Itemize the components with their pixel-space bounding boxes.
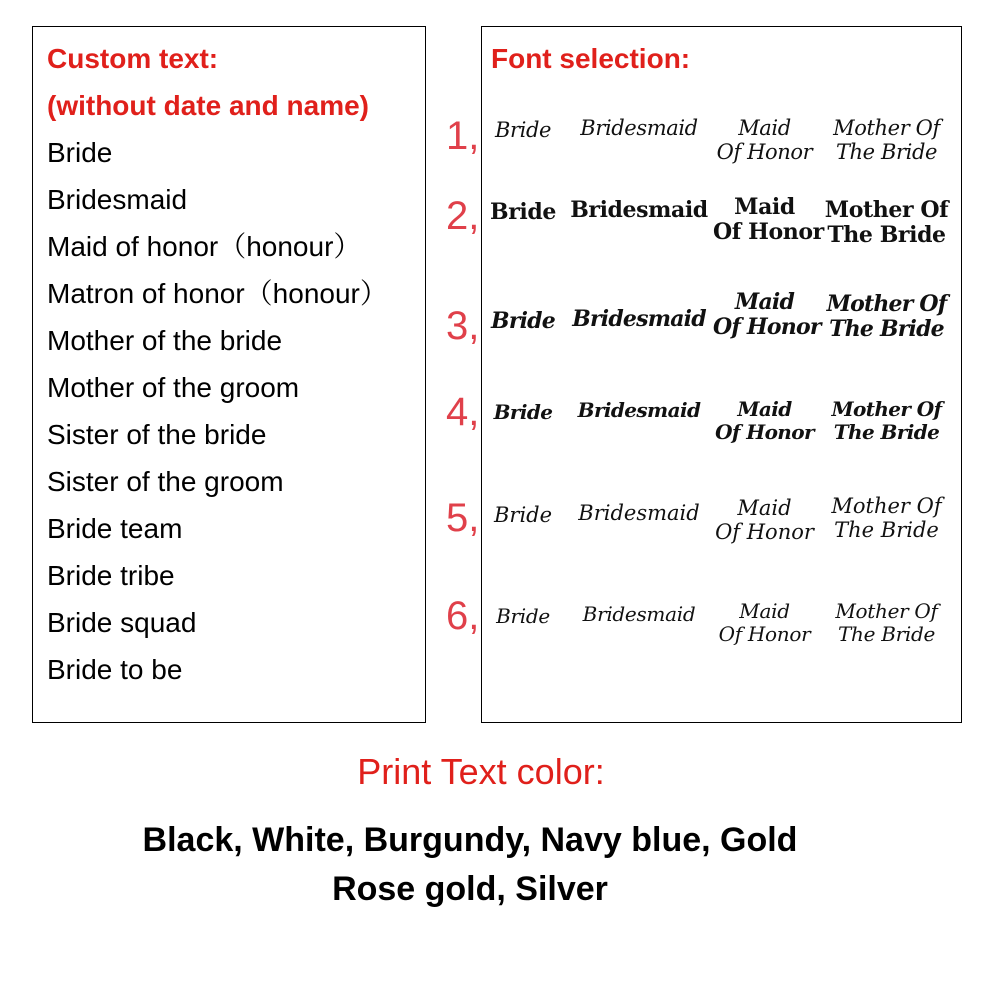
font-6-mother-line1: Mother Of bbox=[835, 599, 938, 623]
font-5-mother-line2: The Bride bbox=[834, 518, 939, 543]
custom-text-option: Maid of honor（honour） bbox=[47, 231, 362, 262]
font-1-maid-line2: Of Honor bbox=[716, 140, 813, 165]
font-4-bride-sample: Bride bbox=[493, 400, 553, 424]
font-3-mother-line2: The Bride bbox=[829, 316, 944, 343]
custom-text-panel bbox=[32, 26, 426, 723]
font-1-maid-line1: Maid bbox=[738, 116, 791, 140]
font-3-maid-line1: Maid bbox=[734, 289, 795, 315]
color-options-line-1: Black, White, Burgundy, Navy blue, Gold bbox=[142, 821, 798, 859]
font-1-maid-of-honor-sample bbox=[713, 116, 816, 164]
font-1-bride-sample: Bride bbox=[494, 118, 552, 142]
font-5-bridesmaid-sample: Bridesmaid bbox=[578, 501, 700, 525]
font-number-1: 1, bbox=[446, 114, 480, 158]
font-1-mother-line2: The Bride bbox=[835, 140, 938, 165]
font-number-3: 3, bbox=[446, 304, 480, 348]
font-6-maid-line1: Maid bbox=[739, 599, 790, 623]
custom-text-option: Bridesmaid bbox=[47, 184, 188, 215]
font-2-maid-of-honor-sample bbox=[713, 194, 824, 246]
font-5-bride-sample: Bride bbox=[493, 503, 553, 527]
custom-text-option: Mother of the bride bbox=[47, 325, 283, 356]
font-number-2: 2, bbox=[446, 194, 480, 238]
custom-text-option: Matron of honor（honour） bbox=[47, 278, 388, 309]
font-4-maid-line2: Of Honor bbox=[715, 420, 814, 444]
font-5-mother-of-the-bride-sample bbox=[823, 494, 950, 542]
font-4-maid-line1: Maid bbox=[737, 397, 792, 421]
font-2-mother-line1: Mother Of bbox=[824, 197, 949, 223]
font-6-mother-of-the-bride-sample bbox=[823, 600, 950, 646]
font-6-mother-line2: The Bride bbox=[837, 622, 935, 646]
font-4-mother-line2: The Bride bbox=[833, 420, 940, 444]
font-5-maid-line2: Of Honor bbox=[715, 520, 814, 545]
font-2-bride-sample: Bride bbox=[490, 199, 556, 225]
font-3-mother-line1: Mother Of bbox=[826, 291, 947, 317]
font-number-5: 5, bbox=[446, 496, 480, 540]
font-1-bridesmaid-sample: Bridesmaid bbox=[580, 116, 698, 140]
print-color-title: Print Text color: bbox=[357, 751, 605, 792]
font-4-maid-of-honor-sample bbox=[713, 398, 816, 444]
font-2-mother-line2: The Bride bbox=[827, 222, 946, 249]
custom-text-option: Bride to be bbox=[47, 654, 183, 685]
font-6-bridesmaid-sample: Bridesmaid bbox=[582, 602, 696, 626]
font-1-mother-of-the-bride-sample bbox=[823, 116, 950, 164]
font-5-maid-of-honor-sample bbox=[713, 496, 816, 544]
custom-text-option: Sister of the bride bbox=[47, 419, 267, 450]
color-options-line-2: Rose gold, Silver bbox=[332, 870, 608, 908]
custom-text-option: Mother of the groom bbox=[47, 372, 300, 403]
custom-text-option: Sister of the groom bbox=[47, 466, 284, 497]
font-5-maid-line1: Maid bbox=[737, 496, 792, 520]
font-2-maid-line2: Of Honor bbox=[713, 219, 824, 246]
custom-text-option: Bride team bbox=[47, 513, 183, 544]
font-3-bride-sample: Bride bbox=[491, 308, 555, 334]
font-2-mother-of-the-bride-sample bbox=[823, 198, 950, 249]
font-selection-title: Font selection: bbox=[491, 43, 691, 74]
font-3-maid-line2: Of Honor bbox=[713, 314, 821, 341]
font-4-mother-line1: Mother Of bbox=[831, 397, 942, 421]
custom-text-subtitle: (without date and name) bbox=[47, 90, 369, 121]
font-number-4: 4, bbox=[446, 390, 480, 434]
custom-text-option: Bride tribe bbox=[47, 560, 175, 591]
custom-text-title: Custom text: bbox=[47, 43, 219, 74]
font-3-maid-of-honor-sample bbox=[713, 289, 821, 341]
font-5-mother-line1: Mother Of bbox=[831, 494, 942, 518]
font-6-bride-sample: Bride bbox=[496, 604, 550, 628]
font-3-mother-of-the-bride-sample bbox=[823, 292, 950, 343]
font-6-maid-line2: Of Honor bbox=[718, 622, 811, 646]
font-4-mother-of-the-bride-sample bbox=[823, 398, 950, 444]
font-3-bridesmaid-sample: Bridesmaid bbox=[572, 306, 706, 332]
custom-text-option: Bride bbox=[47, 137, 113, 168]
font-1-mother-line1: Mother Of bbox=[833, 116, 940, 140]
custom-text-option: Bride squad bbox=[47, 607, 197, 638]
font-2-bridesmaid-sample: Bridesmaid bbox=[570, 197, 708, 223]
font-number-6: 6, bbox=[446, 594, 480, 638]
font-6-maid-of-honor-sample bbox=[713, 600, 816, 646]
font-2-maid-line1: Maid bbox=[734, 194, 795, 220]
font-4-bridesmaid-sample: Bridesmaid bbox=[577, 398, 701, 422]
